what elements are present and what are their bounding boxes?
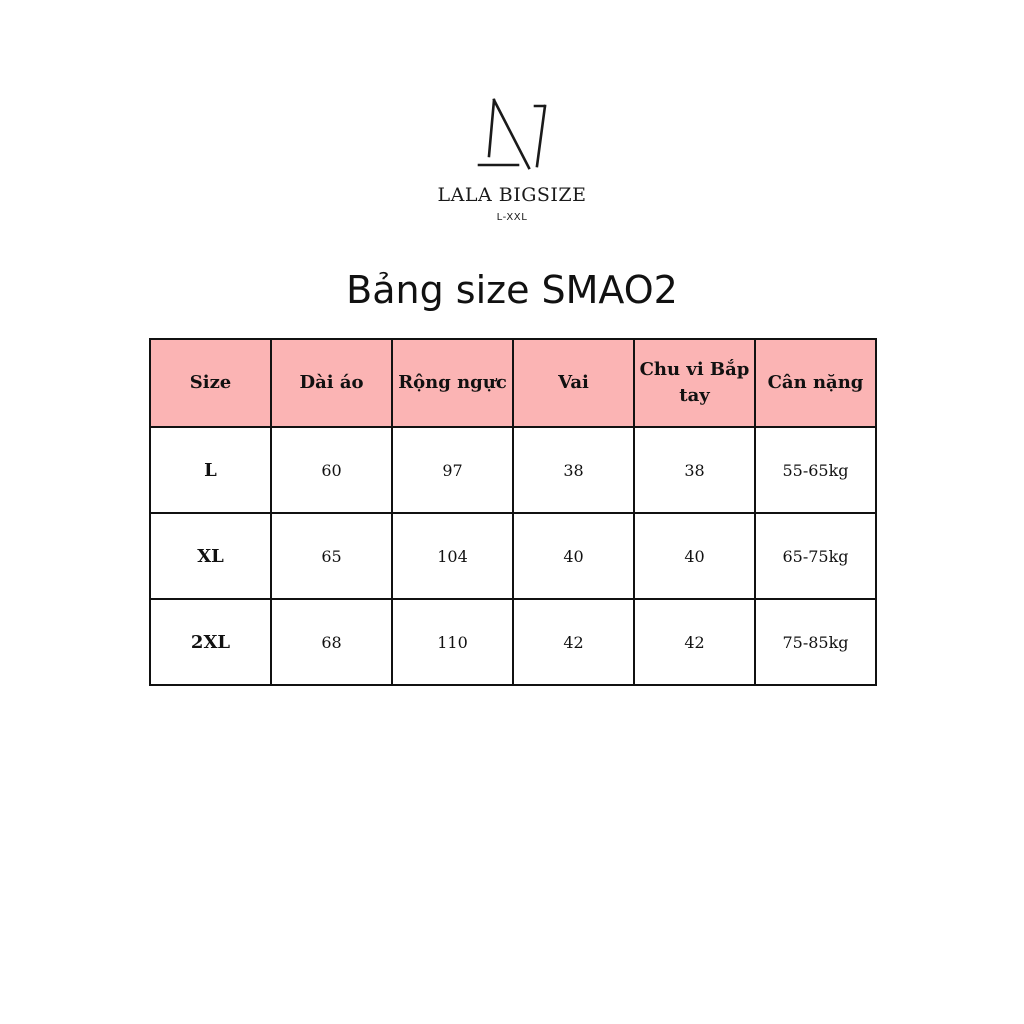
page-title: Bảng size SMAO2 [346, 268, 678, 312]
row-weight: 75-85kg [755, 599, 876, 685]
row-arm: 42 [634, 599, 755, 685]
header-size: Size [150, 339, 271, 427]
row-chest: 110 [392, 599, 513, 685]
row-chest: 104 [392, 513, 513, 599]
row-weight: 55-65kg [755, 427, 876, 513]
header-shoulder: Vai [513, 339, 634, 427]
row-weight: 65-75kg [755, 513, 876, 599]
row-length: 68 [271, 599, 392, 685]
brand-subtitle: L-XXL [496, 212, 528, 223]
row-length: 65 [271, 513, 392, 599]
row-arm: 40 [634, 513, 755, 599]
brand-name: LALA BIGSIZE [437, 184, 587, 206]
row-shoulder: 42 [513, 599, 634, 685]
row-shoulder: 38 [513, 427, 634, 513]
logo-mark-icon [477, 98, 547, 172]
row-length: 60 [271, 427, 392, 513]
row-arm: 38 [634, 427, 755, 513]
header-length: Dài áo [271, 339, 392, 427]
brand-logo [0, 98, 1024, 223]
header-weight: Cân nặng [755, 339, 876, 427]
row-size: L [150, 427, 271, 513]
row-size: 2XL [150, 599, 271, 685]
header-chest: Rộng ngực [392, 339, 513, 427]
row-size: XL [150, 513, 271, 599]
row-shoulder: 40 [513, 513, 634, 599]
table-row [150, 599, 876, 685]
row-chest: 97 [392, 427, 513, 513]
table-row [150, 513, 876, 599]
header-arm: Chu vi Bắp tay [634, 339, 755, 427]
table-header-row [150, 339, 876, 427]
size-table [149, 338, 877, 686]
table-row [150, 427, 876, 513]
